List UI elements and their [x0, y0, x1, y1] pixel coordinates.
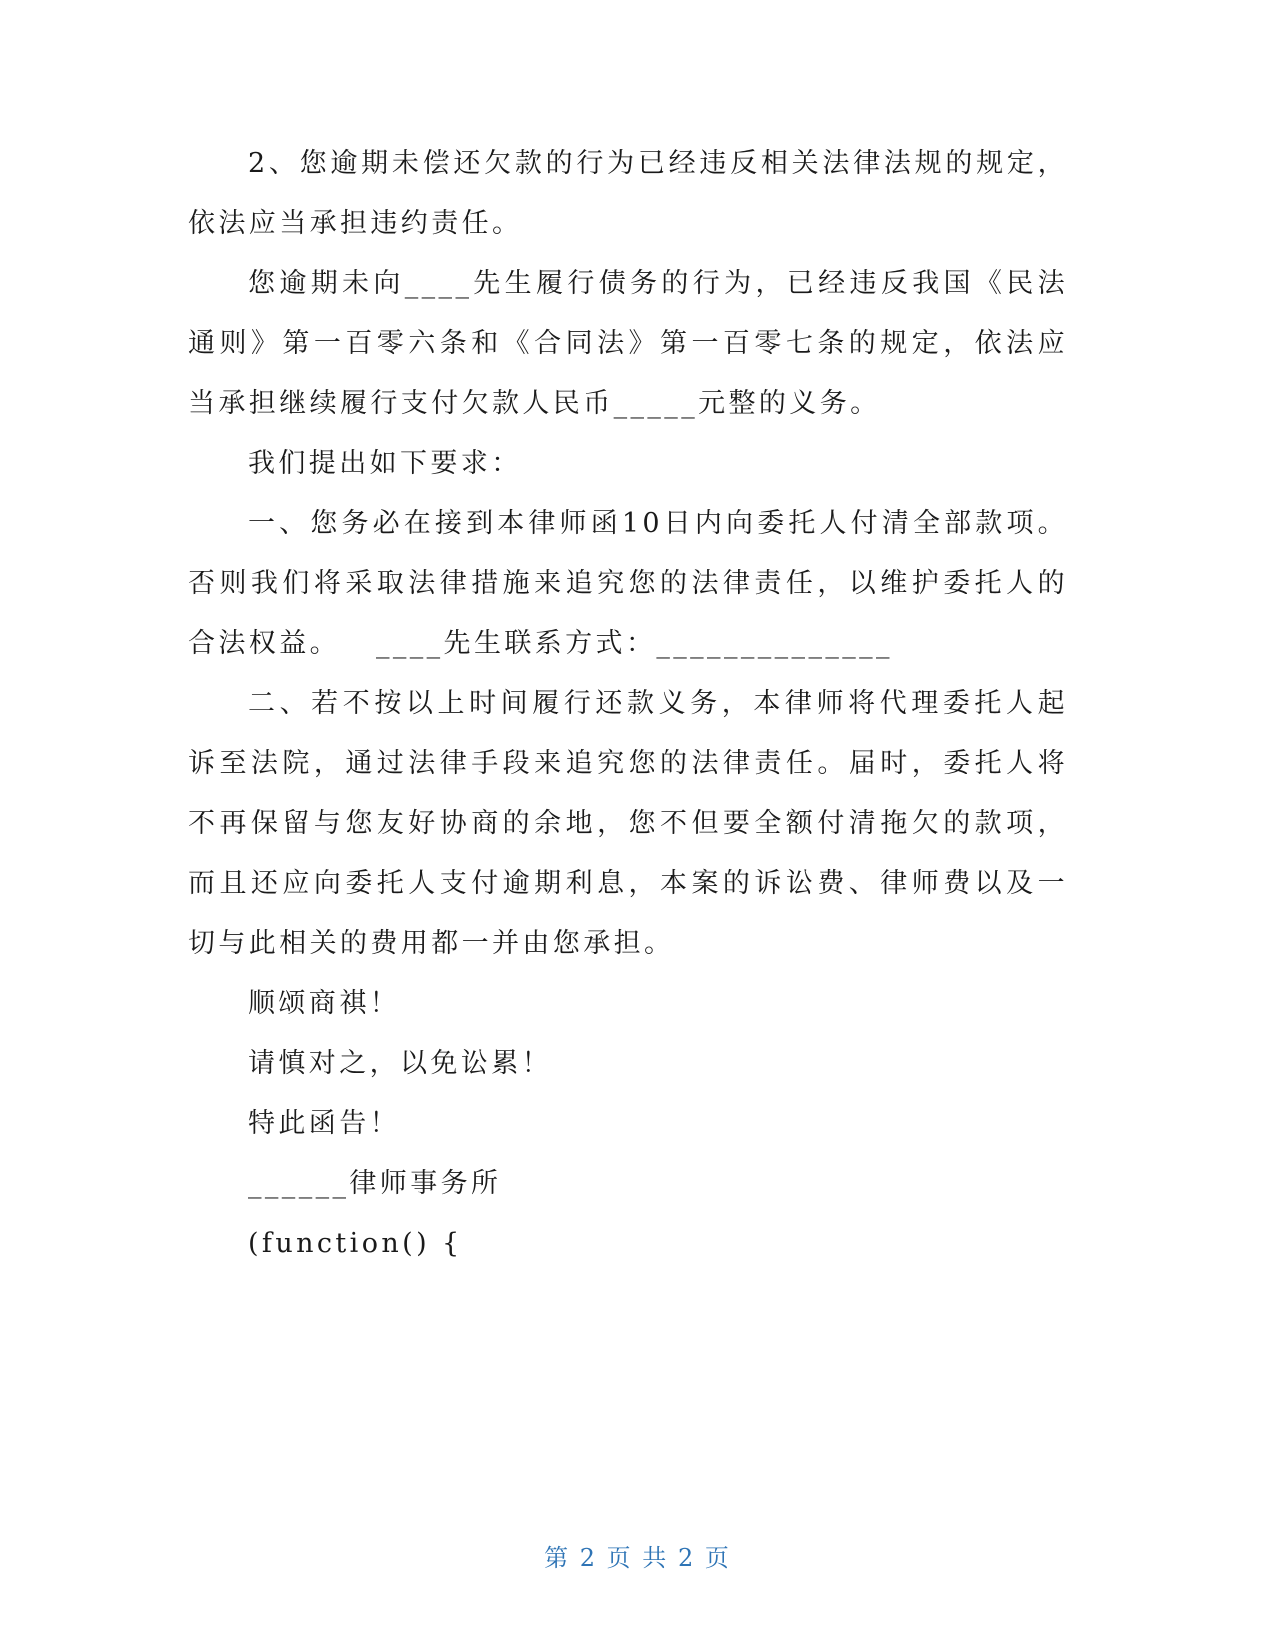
- closing-notice: 特此函告！: [248, 1108, 400, 1139]
- closing-caution: 请慎对之，以免讼累！: [248, 1048, 552, 1079]
- paragraph-demands-intro: 我们提出如下要求：: [248, 448, 522, 479]
- paragraph-demand-one: 一、您务必在接到本律师函10日内向委托人付清全部款项。否则我们将采取法律措施来追究您的法律责任，以维护委托人的合法权益。 ____先生联系方式：______________: [188, 508, 1068, 659]
- letter-body: [188, 134, 1068, 1274]
- page-number-footer: 第 2 页 共 2 页: [544, 1544, 731, 1572]
- stray-code-fragment: (function() {: [248, 1228, 463, 1259]
- closing-regards: 顺颂商祺！: [248, 988, 400, 1019]
- law-firm-signature: ______律师事务所: [248, 1168, 502, 1199]
- paragraph-demand-two: 二、若不按以上时间履行还款义务，本律师将代理委托人起诉至法院，通过法律手段来追究您的法律责任。届时，委托人将不再保留与您友好协商的余地，您不但要全额付清拖欠的款项，而且还应向委托人支付逾期利息，本案的诉讼费、律师费以及一切与此相关的费用都一并由您承担。: [188, 688, 1068, 959]
- paragraph-breach-notice: 2、您逾期未偿还欠款的行为已经违反相关法律法规的规定，依法应当承担违约责任。: [188, 148, 1068, 239]
- paragraph-legal-basis: 您逾期未向____先生履行债务的行为，已经违反我国《民法通则》第一百零六条和《合同法》第一百零七条的规定，依法应当承担继续履行支付欠款人民币_____元整的义务。: [188, 268, 1068, 419]
